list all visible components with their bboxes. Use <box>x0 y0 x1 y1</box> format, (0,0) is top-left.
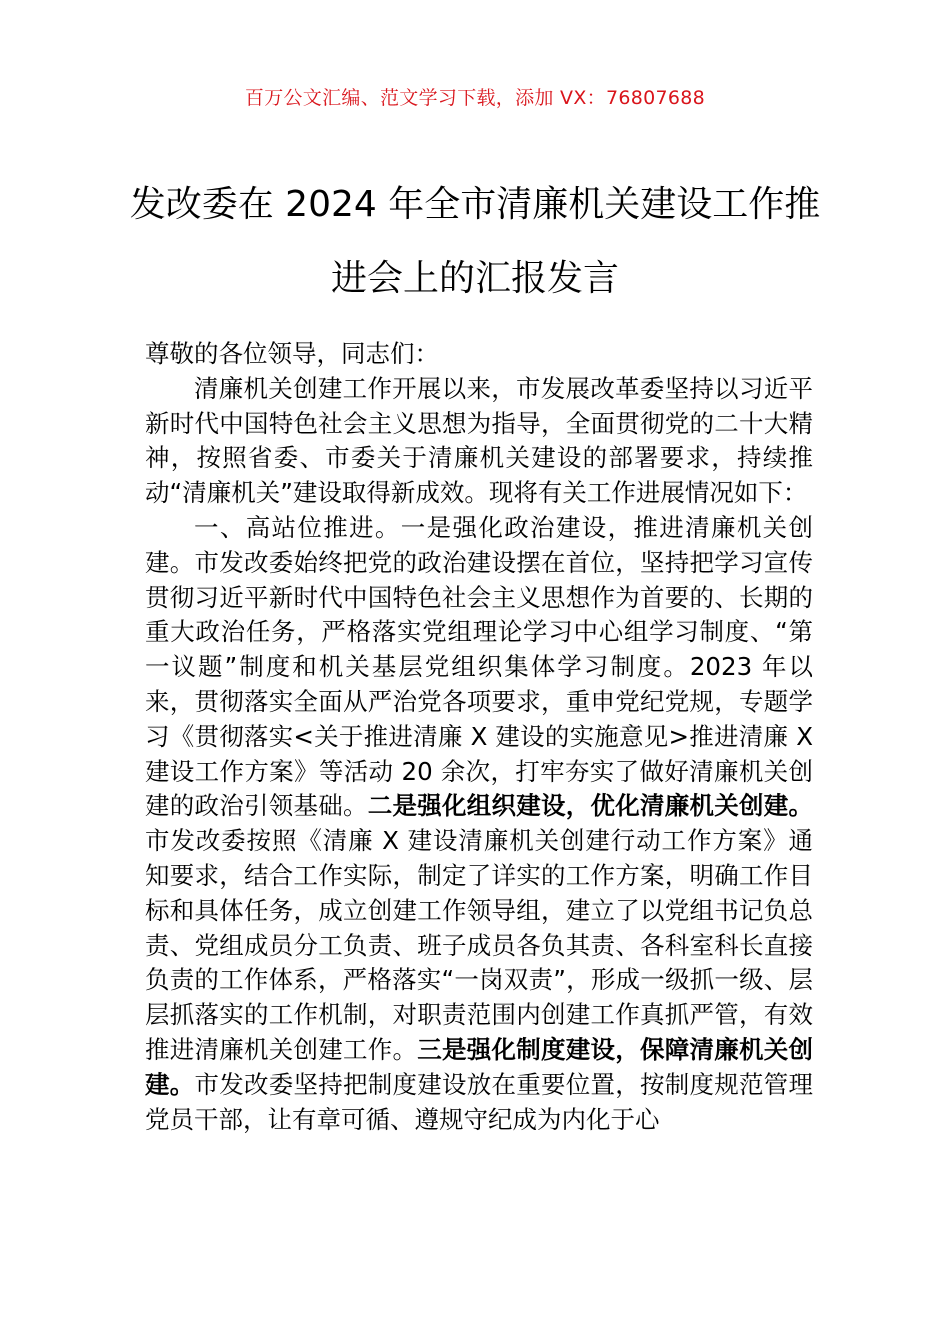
document-title <box>110 168 840 316</box>
point-1-lead: 一是强化政治建设，推进清廉机关创建。 <box>145 512 814 577</box>
point-1-body: 市发改委始终把党的政治建设摆在首位，坚持把学习宣传贯彻习近平新时代中国特色社会主义思想作为首要的、长期的重大政治任务，严格落实党组理论学习中心组学习制度、“第一议题”制度和机关基层党组织集体学习制度。2023 年以来，贯彻落实全面从严治党各项要求，重申党纪党规，专题学习《贯彻落实<关于推进清廉 X 建设的实施意见>推进清廉 X 建设工作方案》等活动 20 余次，打牢夯实了做好清廉机关创建的政治引领基础。 <box>145 547 813 821</box>
section-1-heading: 一、高站位推进。 <box>194 512 401 542</box>
title-line-2: 进会上的汇报发言 <box>330 258 619 299</box>
download-banner: 百万公文汇编、范文学习下载，添加 VX：76807688 <box>244 87 706 109</box>
point-3-body: 市发改委坚持把制度建设放在重要位置，按制度规范管理党员干部，让有章可循、遵规守纪成为内化于心 <box>145 1069 813 1134</box>
salutation: 尊敬的各位领导，同志们： <box>145 339 439 368</box>
intro-paragraph: 清廉机关创建工作开展以来，市发展改革委坚持以习近平新时代中国特色社会主义思想为指导，全面贯彻党的二十大精神，按照省委、市委关于清廉机关建设的部署要求，持续推动“清廉机关”建设取得新成效。现将有关工作进展情况如下： <box>145 373 813 508</box>
point-2-body: 市发改委按照《清廉 X 建设清廉机关创建行动工作方案》通知要求，结合工作实际，制定了详实的工作方案，明确工作目标和具体任务，成立创建工作领导组，建立了以党组书记负总责、党组成员分工负责、班子成员各负其责、各科室科长直接负责的工作体系，严格落实“一岗双责”，形成一级抓一级、层层抓落实的工作机制，对职责范围内创建工作真抓严管，有效推进清廉机关创建工作。 <box>145 826 813 1064</box>
point-2-lead: 二是强化组织建设，优化清廉机关创建。 <box>367 791 813 821</box>
document-body <box>145 337 813 1137</box>
section-1-paragraph <box>145 511 813 1137</box>
title-line-1: 发改委在 2024 年全市清廉机关建设工作推 <box>129 184 821 225</box>
point-3-lead: 三是强化制度建设，保障清廉机关创建。 <box>145 1034 813 1099</box>
